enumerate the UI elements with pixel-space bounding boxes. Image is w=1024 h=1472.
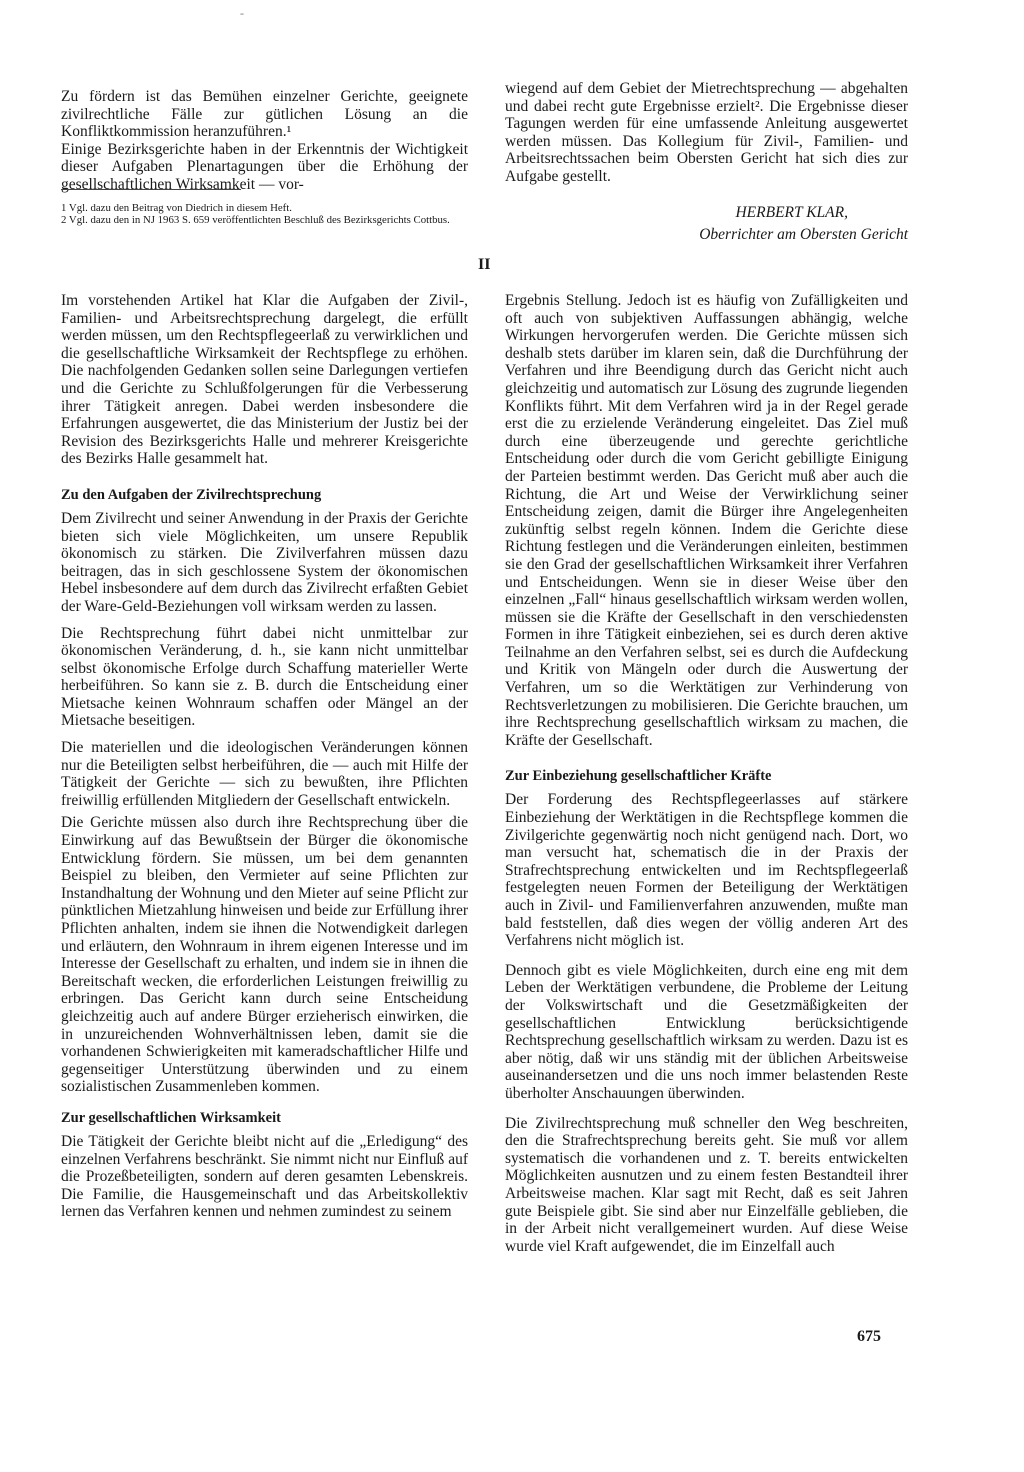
paragraph: Im vorstehenden Artikel hat Klar die Aufgaben der Zivil-, Familien- und Arbeitsrechtsprechung dargelegt, die erfüllt werden müssen, um den Rechtspflegeerlaß zu verwirklichen und die gesellschaftliche Wirksamkeit der Rechtspflege zu erhöhen. Die nachfolgenden Gedanken sollen seine Darlegungen vertiefen und die Gerichte zu Schlußfolgerungen für die Verbesserung ihrer Tätigkeit anregen. Dabei werden insbesondere die Erfahrungen ausgewertet, die das Ministerium der Justiz bei der Revision des Bezirksgerichts Halle und mehrerer Kreisgerichte des Bezirks Halle gesammelt hat. [61,292,468,468]
author-name: HERBERT KLAR, [735,204,848,221]
section-heading: Zu den Aufgaben der Zivilrechtsprechung [61,486,322,503]
paragraph: Der Forderung des Rechtspflegeerlasses auf stärkere Einbeziehung der Werktätigen in die Rechtspflege kommen die Zivilgerichte gegenwärtig noch nicht genügend nach. Dort, wo man versucht hat, schematisch die in der Praxis der Strafrechtsprechung entwickelten und im Rechtspflegeerlaß festgelegten neuen Formen der Beteiligung der Werktätigen auch in Zivil- und Familienverfahren anzuwenden, mußte man bald feststellen, daß dies wegen der völlig anderen Art des Verfahrens nicht möglich ist. [505,791,908,950]
paragraph: Die Tätigkeit der Gerichte bleibt nicht auf die „Erledigung“ des einzelnen Verfahrens beschränkt. Sie nimmt nicht nur Einfluß auf die Prozeßbeteiligten, sondern auf deren gesamten Lebenskreis. Die Familie, die Hausgemeinschaft und das Arbeitskollektiv lernen das Verfahren kennen und nehmen zumindest zu seinem [61,1132,468,1221]
footnote-1: 1 Vgl. dazu den Beitrag von Diedrich in diesem Heft. [61,202,292,214]
left-column [61,292,468,1221]
paragraph: Die Gerichte müssen also durch ihre Rechtsprechung über die Einwirkung auf das Bewußtsein der Bürger die ökonomische Entwicklung fördern. Sie müssen, um bei dem genannten Beispiel zu bleiben, den Vermieter auf seine Pflichten zur Instandhaltung der Wohnung und den Mieter auf seine Pflicht zur pünktlichen Mietzahlung hinweisen und beide zur Erfüllung ihrer Pflichten anhalten, indem sie ihnen die Notwendigkeit darlegen und erläutern, den Wohnraum in ihrem eigenen Interesse und im Interesse der Gesellschaft zu erhalten, und indem sie in ihnen die Bereitschaft wecken, die erforderlichen Leistungen freiwillig zu erbringen. Das Gericht kann durch seine Entscheidung gleichzeitig auch auf andere Bürger erzieherisch einwirken, die in unzureichenden Wohnverhältnissen leben, damit sie die vorhandenen Schwierigkeiten mit kameradschaftlicher Hilfe und gegenseitiger Unterstützung überwinden und zu einem sozialistischen Zusammenleben kommen. [61,814,468,1096]
section-heading: Zur gesellschaftlichen Wirksamkeit [61,1109,281,1126]
paragraph: Dennoch gibt es viele Möglichkeiten, durch eine eng mit dem Leben der Werktätigen verbundene, die Probleme der Leitung der Volkswirtschaft und die Gesetzmäßigkeiten der gesellschaftlichen Entwicklung berücksichtigende Rechtsprechung gesellschaftlich wirksam zu werden. Dazu ist es aber nötig, daß wir uns ständig mit der üblichen Arbeitsweise auseinandersetzen und die uns noch immer belastenden Reste überholter Anschauungen überwinden. [505,961,908,1102]
paragraph: Dem Zivilrecht und seiner Anwendung in der Praxis der Gerichte bieten sich viele Möglichkeiten, um unsere Republik ökonomisch zu stärken. Die Zivilverfahren müssen dazu beitragen, das in sich geschlossene System der ökonomischen Hebel insbesondere auf dem durch das Zivilrecht erfaßten Gebiet der Ware-Geld-Beziehungen voll wirksam werden zu lassen. [61,509,468,615]
paragraph: Einige Bezirksgerichte haben in der Erkenntnis der Wichtigkeit dieser Aufgaben Plenartagungen über die Erhöhung der gesellschaftlichen Wirksamkeit — vor- [61,140,468,193]
right-column [505,292,908,1255]
paragraph: Ergebnis Stellung. Jedoch ist es häufig von Zufälligkeiten und oft auch von subjektiven Auffassungen abhängig, welche Wirkungen hervorgerufen werden. Die Gerichte müssen sich deshalb stets darüber im klaren sein, daß die Durchführung der Verfahren und ihre Beendigung durch das Gericht nicht auch gleichzeitig und automatisch zur Lösung des zugrunde liegenden Konflikts führt. Mit dem Verfahren wird ja in der Regel gerade erst die zu erzielende Veränderung eingeleitet. Das Ziel muß durch eine überzeugende und gerechte gerichtliche Entscheidung oder durch die vom Gericht gebilligte Einigung der Parteien bestimmt werden. Das Gericht muß aber auch die Richtung, die Art und Weise der Verwirklichung seiner Entscheidung zeigen, damit die Bürger ihre Angelegenheiten zukünftig selbst regeln können. Indem die Gerichte diese Richtung festlegen und die Veränderungen einleiten, bestimmen sie den Grad der gesellschaftlichen Wirksamkeit ihrer Verfahren und Entscheidungen. Wenn sie in dieser Weise über den einzelnen „Fall“ hinaus gesellschaftlich wirksam werden wollen, müssen sie die Kräfte der Gesellschaft in den verschiedensten Formen in ihre Tätigkeit einbeziehen, sei es durch deren aktive Teilnahme an den Verfahren selbst, sei es durch die Aufdeckung und Kritik von Mängeln oder durch die Auswertung der Verfahren, um so die Werktätigen zur Verhinderung von Rechtsverletzungen zu mobilisieren. Die Gerichte brauchen, um ihre Rechtsprechung gesellschaftlich wirksam zu machen, die Kräfte der Gesellschaft. [505,292,908,749]
signature [505,202,908,246]
paragraph: Die Rechtsprechung führt dabei nicht unmittelbar zur ökonomischen Veränderung, d. h., sie kann nicht unmittelbar selbst ökonomische Erfolge durch Schaffung materieller Werte herbeiführen. So kann sie z. B. durch die Entscheidung einer Mietsache keinen Wohnraum schaffen oder Mängel an der Mietsache beseitigen. [61,624,468,730]
section-numeral: II [478,256,491,273]
footnote-2: 2 Vgl. dazu den in NJ 1963 S. 659 veröffentlichten Beschluß des Bezirksgerichts Cottbus. [61,214,450,226]
paragraph: Die Zivilrechtsprechung muß schneller den Weg beschreiten, den die Strafrechtsprechung bereits geht. Sie muß vor allem systematisch die vorhandenen und z. T. bereits entwickelten Möglichkeiten ausnutzen und zu einem festen Bestandteil ihrer Arbeitsweise machen. Klar sagt mit Recht, daß es seit Jahren gute Beispiele gibt. Sie sind aber nur Einzelfälle geblieben, die in der Arbeit nicht verallgemeinert wurden. Auf diese Weise wurde viel Kraft aufgewendet, die im Einzelfall auch [505,1114,908,1255]
author-title: Oberrichter am Obersten Gericht [699,226,908,243]
intro-left-column [61,88,468,194]
section-heading: Zur Einbeziehung gesellschaftlicher Kräfte [505,768,772,785]
footnotes [61,202,468,226]
paragraph: wiegend auf dem Gebiet der Mietrechtsprechung — abgehalten und dabei recht gute Ergebnisse erzielt². Die Ergebnisse dieser Tagungen werden für eine umfassende Anleitung ausgewertet werden müssen. Das Kollegium für Zivil-, Familien- und Arbeitsrechtssachen beim Obersten Gericht hat sich dies zur Aufgabe gestellt. [505,80,908,185]
paragraph: Die materiellen und die ideologischen Veränderungen können nur die Beteiligten selbst herbeiführen, die — auch mit Hilfe der Tätigkeit der Gerichte — sich zu bewußten, ihre Pflichten freiwillig erfüllenden Mitgliedern der Gesellschaft entwickeln. [61,739,468,809]
scan-mark: - [240,6,244,20]
paragraph: Zu fördern ist das Bemühen einzelner Gerichte, geeignete zivilrechtliche Fälle zur gütlichen Lösung an die Konfliktkommission heranzuführen.¹ [61,88,468,141]
intro-right-column [505,80,908,186]
footnote-divider [61,189,241,190]
page-number: 675 [857,1328,881,1345]
